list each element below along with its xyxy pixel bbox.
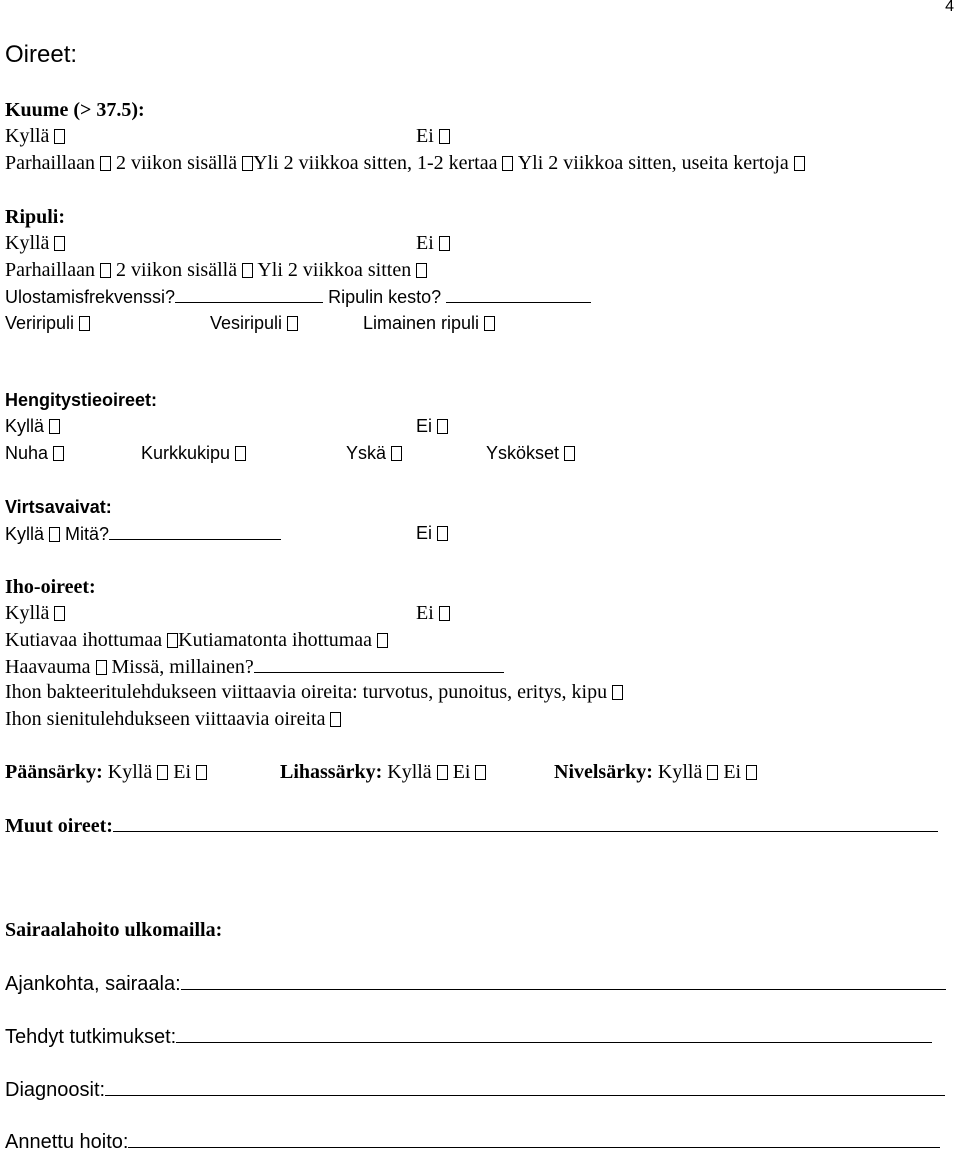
- limainen-ripuli-checkbox[interactable]: [484, 316, 495, 331]
- iho-sieni-row: [5, 707, 341, 731]
- lihassarky-kylla-checkbox[interactable]: [437, 765, 448, 780]
- yskokset-checkbox[interactable]: [564, 446, 575, 461]
- ripuli-yli-checkbox[interactable]: [416, 263, 427, 278]
- ajankohta-field[interactable]: [181, 971, 946, 990]
- iho-kylla-label: Kyllä: [5, 602, 50, 624]
- vesiripuli-checkbox[interactable]: [287, 316, 298, 331]
- nivelsarky-ei-label: Ei: [723, 761, 742, 783]
- muut-field[interactable]: [113, 813, 938, 832]
- iho-ei-label: Ei: [416, 602, 434, 624]
- ripuli-detail-row: [5, 284, 591, 309]
- haavauma-label: Haavauma: [5, 656, 91, 678]
- ajankohta-label: Ajankohta, sairaala:: [5, 973, 181, 995]
- virtsa-row: [5, 521, 433, 546]
- missa-field[interactable]: [254, 654, 504, 673]
- lihassarky-ei-label: Ei: [452, 761, 471, 783]
- tutkimukset-label: Tehdyt tutkimukset:: [5, 1026, 177, 1048]
- kesto-label: Ripulin kesto?: [328, 287, 442, 307]
- ripuli-ei-checkbox[interactable]: [439, 236, 450, 251]
- ripuli-2vk-label: 2 viikon sisällä: [115, 259, 238, 281]
- limainen-ripuli-label: Limainen ripuli: [363, 313, 480, 333]
- kuume-2vk-label: 2 viikon sisällä: [115, 152, 238, 174]
- frekvenssi-label: Ulostamisfrekvenssi?: [5, 287, 176, 307]
- kutiamaton-label: Kutiamatonta ihottumaa: [178, 629, 373, 651]
- sarky-row: [5, 760, 742, 784]
- virtsa-mita-label: Mitä?: [65, 524, 110, 544]
- kesto-field[interactable]: [446, 284, 591, 303]
- ripuli-yli-label: Yli 2 viikkoa sitten: [257, 259, 412, 281]
- iho-kylla-checkbox[interactable]: [54, 606, 65, 621]
- tutkimukset-row: [5, 1024, 932, 1049]
- hengitys-kylla-checkbox[interactable]: [49, 419, 60, 434]
- iho-haavauma-row: [5, 654, 504, 679]
- sairaala-heading: Sairaalahoito ulkomailla:: [5, 919, 223, 941]
- iho-bakt-row: [5, 680, 623, 704]
- kuume-parhaillaan-label: Parhaillaan: [5, 152, 95, 174]
- virtsa-kylla-checkbox[interactable]: [49, 527, 60, 542]
- iho-yes-no-row: [5, 601, 434, 625]
- virtsa-kylla-label: Kyllä: [5, 524, 45, 544]
- virtsa-mita-field[interactable]: [109, 521, 281, 540]
- hengitys-kylla-label: Kyllä: [5, 416, 45, 436]
- frekvenssi-field[interactable]: [175, 284, 323, 303]
- nivelsarky-kylla-checkbox[interactable]: [707, 765, 718, 780]
- ripuli-kylla-checkbox[interactable]: [54, 236, 65, 251]
- diagnoosit-row: [5, 1077, 945, 1102]
- ripuli-timing-row: [5, 258, 427, 282]
- diagnoosit-label: Diagnoosit:: [5, 1079, 106, 1101]
- bakt-checkbox[interactable]: [612, 685, 623, 700]
- paansarky-label: Päänsärky:: [5, 761, 103, 783]
- veriripuli-label: Veriripuli: [5, 313, 75, 333]
- ripuli-2vk-checkbox[interactable]: [242, 263, 253, 278]
- kuume-ei-label: Ei: [416, 125, 434, 147]
- ripuli-kylla-label: Kyllä: [5, 232, 50, 254]
- kurkkukipu-checkbox[interactable]: [235, 446, 246, 461]
- sieni-checkbox[interactable]: [330, 712, 341, 727]
- yska-label: Yskä: [346, 443, 387, 463]
- iho-heading: Iho-oireet:: [5, 576, 96, 598]
- nivelsarky-label: Nivelsärky:: [554, 761, 653, 783]
- ripuli-ei-label: Ei: [416, 232, 434, 254]
- tutkimukset-field[interactable]: [176, 1024, 932, 1043]
- ripuli-heading: Ripuli:: [5, 206, 66, 228]
- kuume-kylla-checkbox[interactable]: [54, 129, 65, 144]
- nuha-checkbox[interactable]: [53, 446, 64, 461]
- sieni-label: Ihon sienitulehdukseen viittaavia oireita: [5, 708, 326, 730]
- kuume-kylla-label: Kyllä: [5, 125, 50, 147]
- yskokset-label: Yskökset: [486, 443, 560, 463]
- ajankohta-row: [5, 971, 946, 996]
- lihassarky-ei-checkbox[interactable]: [475, 765, 486, 780]
- kuume-yli-1-2-label: Yli 2 viikkoa sitten, 1-2 kertaa: [253, 152, 498, 174]
- veriripuli-checkbox[interactable]: [79, 316, 90, 331]
- kuume-ei-checkbox[interactable]: [439, 129, 450, 144]
- kuume-yes-no-row: [5, 124, 434, 148]
- kuume-yli-useita-checkbox[interactable]: [794, 156, 805, 171]
- paansarky-kylla-checkbox[interactable]: [157, 765, 168, 780]
- haavauma-checkbox[interactable]: [96, 660, 107, 675]
- iho-rash-row: [5, 628, 388, 652]
- lihassarky-label: Lihassärky:: [280, 761, 383, 783]
- diagnoosit-field[interactable]: [105, 1077, 945, 1096]
- vesiripuli-label: Vesiripuli: [210, 313, 283, 333]
- paansarky-ei-checkbox[interactable]: [196, 765, 207, 780]
- virtsa-ei-checkbox[interactable]: [437, 526, 448, 541]
- ripuli-parhaillaan-checkbox[interactable]: [100, 263, 111, 278]
- muut-row: [5, 813, 938, 838]
- hengitys-yes-no-row: [5, 414, 433, 438]
- kuume-yli-1-2-checkbox[interactable]: [502, 156, 513, 171]
- lihassarky-kylla-label: Kyllä: [387, 761, 432, 783]
- ripuli-parhaillaan-label: Parhaillaan: [5, 259, 95, 281]
- hoito-field[interactable]: [128, 1129, 940, 1148]
- nivelsarky-kylla-label: Kyllä: [657, 761, 703, 783]
- nivelsarky-ei-checkbox[interactable]: [746, 765, 757, 780]
- iho-ei-checkbox[interactable]: [439, 606, 450, 621]
- kuume-timing-row: [5, 151, 805, 175]
- muut-label: Muut oireet:: [5, 815, 113, 837]
- yska-checkbox[interactable]: [391, 446, 402, 461]
- hengitys-symptom-row: [5, 441, 560, 465]
- kuume-yli-useita-label: Yli 2 viikkoa sitten, useita kertoja: [517, 152, 789, 174]
- hengitys-heading: Hengitystieoireet:: [5, 390, 158, 410]
- page-number: 4: [945, 0, 954, 15]
- kuume-2vk-checkbox[interactable]: [242, 156, 253, 171]
- ripuli-type-row: [5, 311, 480, 335]
- hengitys-ei-checkbox[interactable]: [437, 419, 448, 434]
- kuume-heading: Kuume (> 37.5):: [5, 99, 145, 121]
- kutiavaa-label: Kutiavaa ihottumaa: [5, 629, 163, 651]
- kurkkukipu-label: Kurkkukipu: [141, 443, 231, 463]
- virtsa-ei-label: Ei: [416, 523, 433, 543]
- kutiamaton-checkbox[interactable]: [377, 633, 388, 648]
- hoito-row: [5, 1129, 940, 1154]
- ripuli-yes-no-row: [5, 231, 434, 255]
- page-title: Oireet:: [5, 41, 78, 68]
- kuume-parhaillaan-checkbox[interactable]: [100, 156, 111, 171]
- hengitys-ei-label: Ei: [416, 416, 433, 436]
- paansarky-kylla-label: Kyllä: [107, 761, 153, 783]
- bakt-label: Ihon bakteeritulehdukseen viittaavia oireita: turvotus, punoitus, eritys, kipu: [5, 681, 608, 703]
- paansarky-ei-label: Ei: [173, 761, 192, 783]
- hoito-label: Annettu hoito:: [5, 1131, 129, 1153]
- virtsa-heading: Virtsavaivat:: [5, 497, 112, 517]
- missa-label: Missä, millainen?: [111, 656, 254, 678]
- kutiavaa-checkbox[interactable]: [167, 633, 178, 648]
- nuha-label: Nuha: [5, 443, 49, 463]
